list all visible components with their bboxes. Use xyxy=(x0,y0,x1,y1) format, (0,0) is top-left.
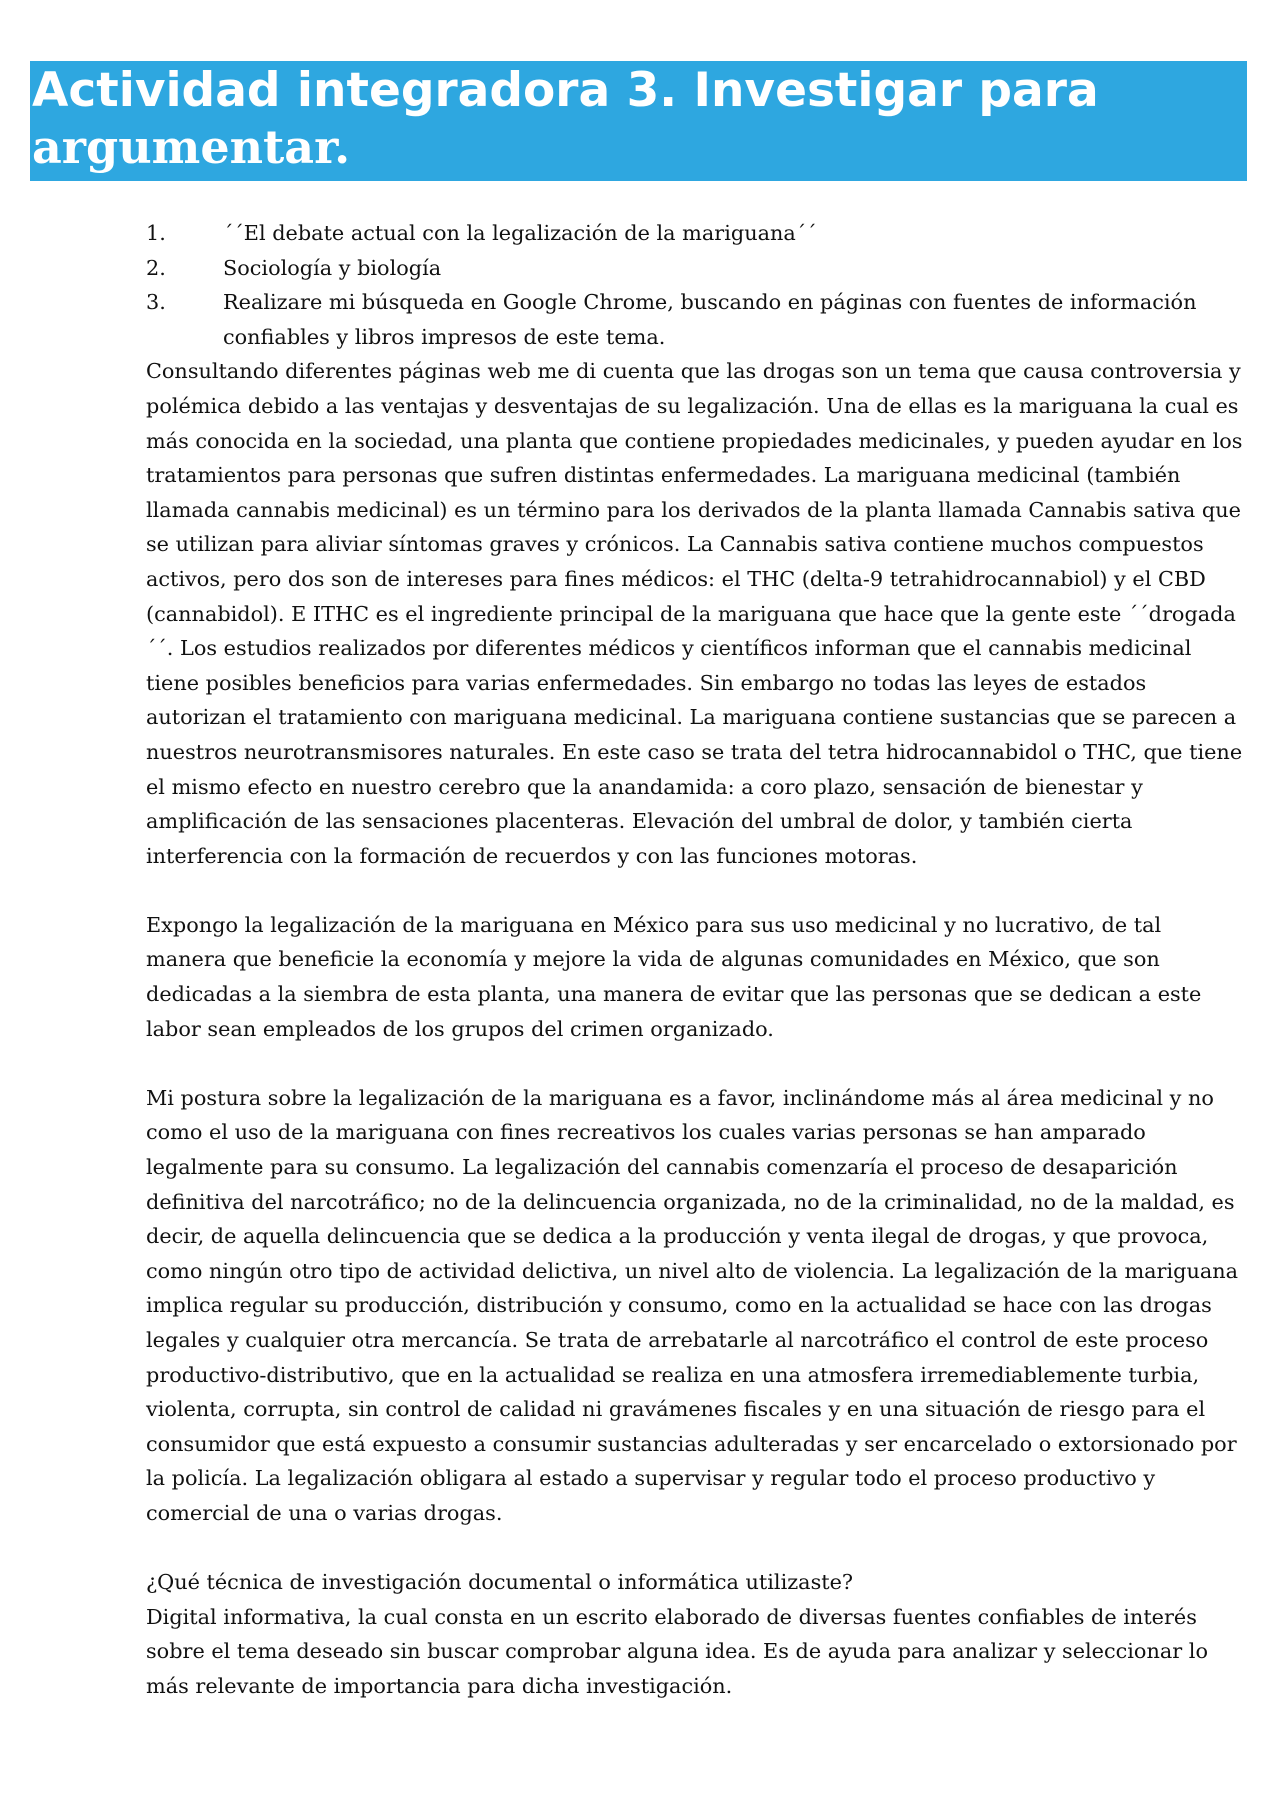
question-text: ¿Qué técnica de investigación documental o informática utilizaste? xyxy=(146,1570,854,1595)
list-item xyxy=(146,285,1246,354)
list-number: 3. xyxy=(146,290,166,315)
paragraph-spacer xyxy=(146,1531,1246,1566)
title-banner xyxy=(30,61,1247,181)
title-line-2: argumentar. xyxy=(32,120,351,174)
paragraph-position: Mi postura sobre la legalización de la mariguana es a favor, inclinándome más al área medicinal y no como el uso de la mariguana con fines recreativos los cuales varias personas se han amparado legalmente para su consumo. La legalización del cannabis comenzaría el proceso de desaparición definitiva del narcotráfico; no de la delincuencia organizada, no de la criminalidad, no de la maldad, es decir, de aquella delincuencia que se dedica a la producción y venta ilegal de drogas, y que provoca, como ningún otro tipo de actividad delictiva, un nivel alto de violencia. La legalización de la mariguana implica regular su producción, distribución y consumo, como en la actualidad se hace con las drogas legales y cualquier otra mercancía. Se trata de arrebatarle al narcotráfico el control de este proceso productivo-distributivo, que en la actualidad se realiza en una atmosfera irremediablemente turbia, violenta, corrupta, sin control de calidad ni gravámenes fiscales y en una situación de riesgo para el consumidor que está expuesto a consumir sustancias adulteradas y ser encarcelado o extorsionado por la policía. La legalización obligara al estado a supervisar y regular todo el proceso productivo y comercial de una o varias drogas. xyxy=(146,1085,1239,1525)
list-text: Realizare mi búsqueda en Google Chrome, buscando en páginas con fuentes de información confiables y libros impresos de este tema. xyxy=(223,290,1197,349)
numbered-list xyxy=(146,216,1246,354)
answer-text: Digital informativa, la cual consta en un escrito elaborado de diversas fuentes confiables de interés sobre el tema deseado sin buscar comprobar alguna idea. Es de ayuda para analizar y seleccionar lo más relevante de importancia para dicha investigación. xyxy=(146,1604,1208,1698)
paragraph-spacer xyxy=(146,1046,1246,1081)
title-line-1: Actividad integradora 3. Investigar para xyxy=(32,63,1099,118)
paragraph-spacer xyxy=(146,873,1246,908)
list-text: Sociología y biología xyxy=(223,255,442,280)
list-item xyxy=(146,251,1246,286)
list-text: ´´El debate actual con la legalización de la mariguana´´ xyxy=(223,221,817,245)
list-number: 2. xyxy=(146,255,166,280)
list-number: 1. xyxy=(146,221,166,245)
paragraph-proposal: Expongo la legalización de la mariguana en México para sus uso medicinal y no lucrativo, de tal manera que beneficie la economía y mejore la vida de algunas comunidades en México, que son dedicadas a la siembra de esta planta, una manera de evitar que las personas que se dedican a este labor sean empleados de los grupos del crimen organizado. xyxy=(146,912,1202,1041)
list-item xyxy=(146,216,1246,251)
document-body xyxy=(146,216,1246,1704)
paragraph-research-findings: Consultando diferentes páginas web me di cuenta que las drogas son un tema que causa controversia y polémica debido a las ventajas y desventajas de su legalización. Una de ellas es la mariguana la cual es más conocida en la sociedad, una planta que contiene propiedades medicinales, y pueden ayudar en los tratamientos para personas que sufren distintas enfermedades. La mariguana medicinal (también llamada cannabis medicinal) es un término para los derivados de la planta llamada Cannabis sativa que se utilizan para aliviar síntomas graves y crónicos. La Cannabis sativa contiene muchos compuestos activos, pero dos son de intereses para fines médicos: el THC (delta-9 tetrahidrocannabiol) y el CBD (cannabidol). E ITHC es el ingrediente principal de la mariguana que hace que la gente este ´´drogada´´. Los estudios realizados por diferentes médicos y científicos informan que el cannabis medicinal tiene posibles beneficios para varias enfermedades. Sin embargo no todas las leyes de estados autorizan el tratamiento con mariguana medicinal. La mariguana contiene sustancias que se parecen a nuestros neurotransmisores naturales. En este caso se trata del tetra hidrocannabidol o THC, que tiene el mismo efecto en nuestro cerebro que la anandamida: a coro plazo, sensación de bienestar y amplificación de las sensaciones placenteras. Elevación del umbral de dolor, y también cierta interferencia con la formación de recuerdos y con las funciones motoras. xyxy=(146,359,1243,868)
